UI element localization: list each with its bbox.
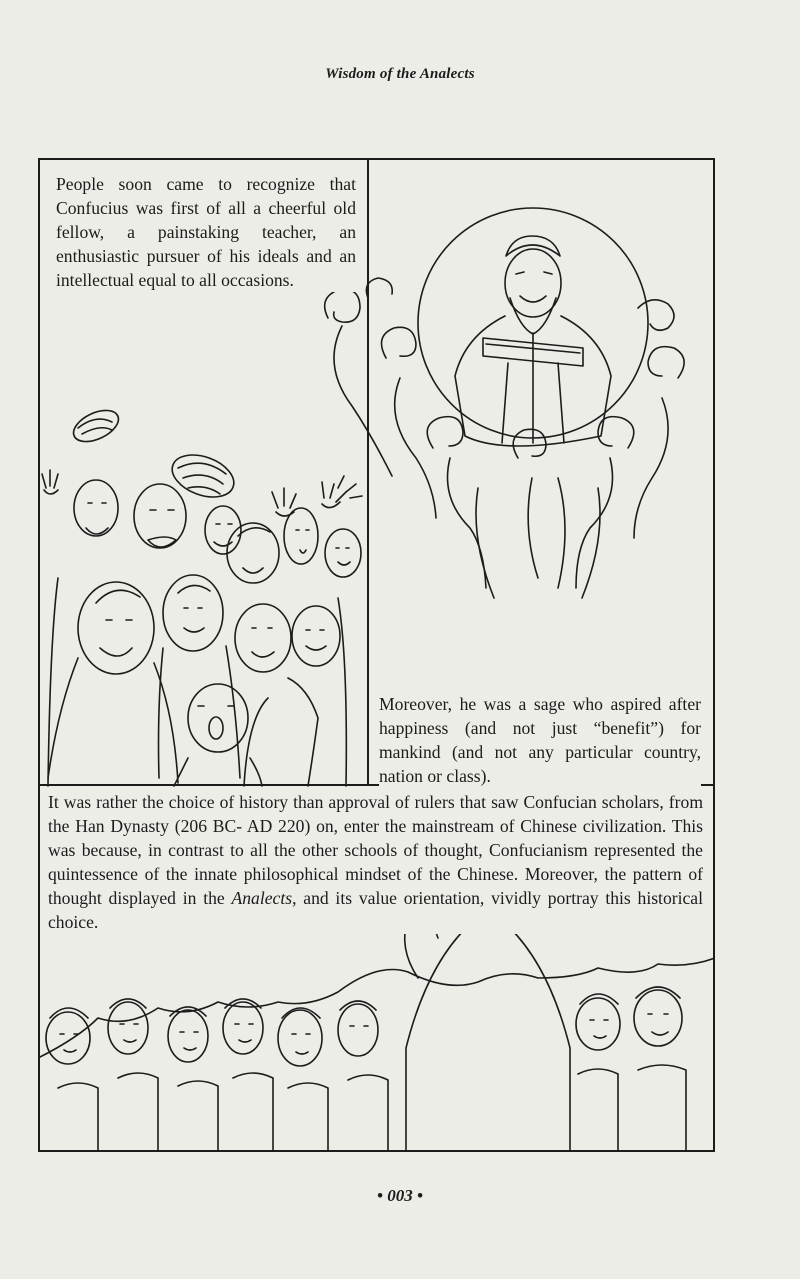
running-title: Wisdom of the Analects (325, 66, 475, 82)
caption-top-right: Moreover, he was a sage who aspired after happiness (and not just “benefit”) for mankind (and not any particular country, nation or class). (379, 694, 701, 786)
caption-bottom-text-1: It was rather the choice of history than approval of rulers that saw Confucian scholars, from the Han Dynasty (206 BC- AD 220) on, enter the mainstream of Chinese civilization. This was because, in contrast to all the other schools of thought, Confucianism represented the quintessence of the innate philosophical mindset of the Chinese. Moreover, the pattern of thought displayed in the (48, 792, 703, 908)
caption-bottom (48, 790, 703, 934)
comic-illustrations (38, 158, 715, 1152)
caption-bottom-text-2: , and its value orientation, vividly portray this historical choice. (48, 888, 703, 932)
caption-top-left: People soon came to recognize that Confucius was first of all a cheerful old fellow, a painstaking teacher, an enthusiastic pursuer of his ideals and an intellectual equal to all occasions. (56, 174, 356, 290)
confucius-sage-illustration (325, 208, 684, 598)
cheering-crowd-illustration (42, 404, 362, 786)
comic-page (38, 158, 715, 1152)
page-number: • 003 • (377, 1186, 423, 1205)
caption-bottom-title: Analects (231, 888, 293, 908)
